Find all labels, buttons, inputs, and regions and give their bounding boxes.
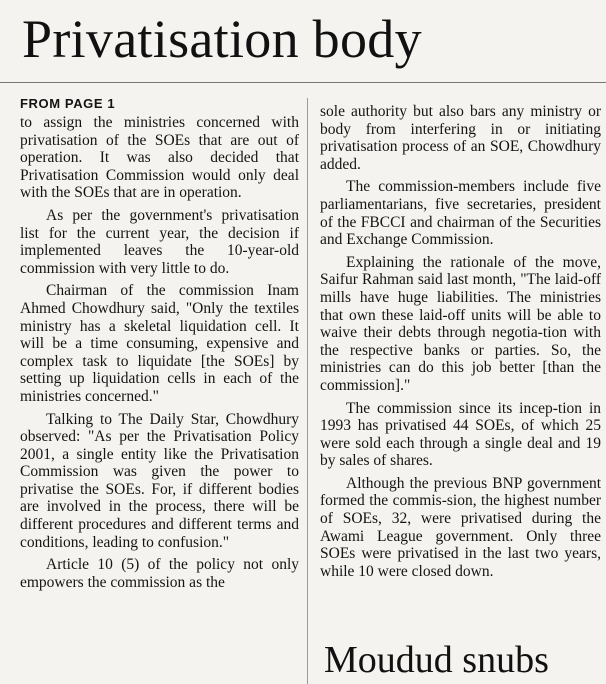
column-divider bbox=[307, 98, 308, 684]
paragraph: sole authority but also bars any ministry or body from interfering in or initiating privatisation process of an SOE, Chowdhury added. bbox=[320, 103, 601, 173]
kicker: FROM PAGE 1 bbox=[20, 96, 116, 111]
paragraph: The commission since its incep-tion in 1993 has privatised 44 SOEs, of which 25 were sold each through a single deal and 19 by sales of shares. bbox=[320, 399, 601, 470]
next-headline: Moudud snubs bbox=[324, 639, 549, 681]
left-column bbox=[20, 95, 299, 596]
headline: Privatisation body bbox=[22, 9, 422, 69]
paragraph: Article 10 (5) of the policy not only empowers the commission as the bbox=[20, 556, 299, 591]
paragraph: Chairman of the commission Inam Ahmed Chowdhury said, "Only the textiles ministry has a skeletal liquidation cell. It will be a time consuming, expensive and complex task to liquidate [the SOEs] by setting up liquidation cells in each of the ministries concerned." bbox=[20, 282, 299, 405]
paragraph: Talking to The Daily Star, Chowdhury observed: "As per the Privatisation Policy 2001, a single entity like the Privatisation Commission was given the power to privatise the SOEs. For, if different bodies are involved in the process, there will be different procedures and different terms and conditions, leading to confusion." bbox=[20, 410, 299, 551]
right-column bbox=[320, 103, 601, 585]
headline-rule bbox=[0, 82, 606, 83]
paragraph: Although the previous BNP government formed the commis-sion, the highest number of SOEs, 32, were privatised during the Awami League government. Only three SOEs were privatised in the last two years, while 10 were closed down. bbox=[320, 474, 601, 580]
paragraph: Explaining the rationale of the move, Saifur Rahman said last month, "The laid-off mills have huge liabilities. The ministries that own these laid-off units will be able to waive their debts through negotia-tion with the respective banks or parties. So, the ministries can do this job better [than the commission]." bbox=[320, 253, 601, 394]
paragraph: As per the government's privatisation list for the current year, the decision if implemented leaves the 10-year-old commission with very little to do. bbox=[20, 206, 299, 277]
paragraph: The commission-members include five parliamentarians, five secretaries, president of the FBCCI and chairman of the Securities and Exchange Commission. bbox=[320, 178, 601, 249]
paragraph: to assign the ministries concerned with privatisation of the SOEs that are out of operation. It was also decided that Privatisation Commission would only deal with the SOEs that are in operation. bbox=[20, 114, 299, 202]
